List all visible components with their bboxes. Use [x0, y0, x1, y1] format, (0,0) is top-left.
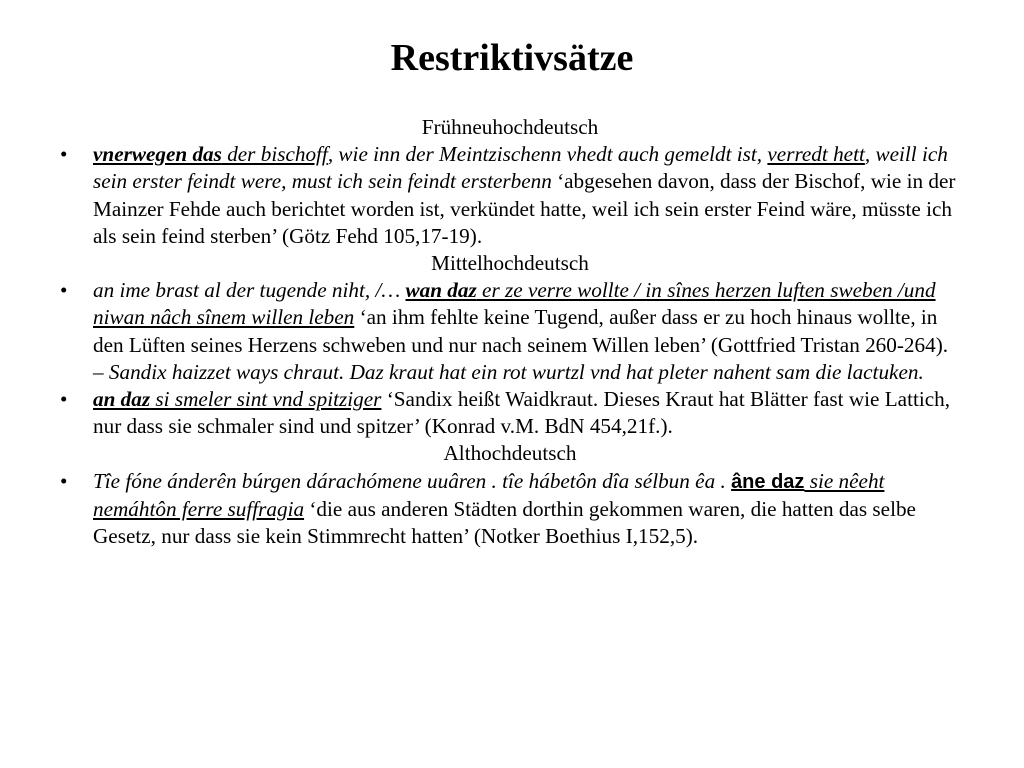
section-heading-fnhd: Frühneuhochdeutsch: [421, 115, 599, 139]
list-item: [60, 277, 960, 386]
example-text: an ime brast al der tugende niht, /…: [93, 278, 406, 303]
example-text: Tîe fóne ánderên búrgen dárachómene uuâren . tîe hábetôn dîa sélbun êa .: [93, 468, 732, 493]
example-text: , wie inn der Meintzischenn vhedt auch gemeldt ist,: [327, 142, 768, 167]
translation-text: ‘Sandix heißt Waidkraut. Dieses Kraut hat Blätter fast wie Lattich, nur dass sie schmaler sind und spitzer’ (Konrad v.M. BdN 454,21f.).: [93, 387, 951, 439]
example-text: Sandix haizzet ways chraut. Daz kraut hat ein rot wurtzl vnd hat pleter nahent sam die lactuken.: [108, 359, 924, 384]
slide-content: [60, 114, 960, 550]
slide-title: Restriktivsätze: [390, 37, 634, 79]
translation-text: ‘an ihm fehlte keine Tugend, außer dass er zu hoch hinaus wollte, in den Lüften seines Herzens schweben und nur nach seinem Willen leben’ (Gottfried Tristan 260-264). –: [93, 305, 949, 384]
key-phrase: wan daz: [405, 278, 477, 303]
key-phrase: vnerwegen das: [93, 142, 222, 167]
example-text: er ze verre wollte / in sînes herzen luften sweben /und niwan nâch sînem willen leben: [93, 278, 936, 330]
bullet: •: [60, 468, 68, 493]
example-text: verredt hett: [767, 142, 865, 167]
example-text: , weill ich sein erster feindt were, must ich sein feindt ersterbenn: [93, 142, 948, 194]
example-text: sie nêeht nemáhtôn ferre suffragia: [93, 468, 885, 521]
key-phrase: an daz: [93, 387, 151, 412]
bullet: •: [60, 387, 68, 412]
list-item: [60, 468, 960, 551]
list-item: [60, 141, 960, 250]
key-phrase: âne daz: [731, 470, 805, 493]
section-heading-ahd: Althochdeutsch: [443, 441, 577, 466]
translation-text: ‘abgesehen davon, dass der Bischof, wie in der Mainzer Fehde auch berichtet worden ist, verkündet hatte, weil ich sein erster Feind wäre, müsste ich als sein feind sterben’ (Götz Fehd 105,17-19).: [93, 169, 956, 248]
bullet: •: [60, 278, 68, 303]
list-item: [60, 386, 960, 440]
example-text: si smeler sint vnd spitziger: [150, 387, 382, 412]
example-text: der bischoff: [221, 142, 328, 167]
section-heading-mhd: Mittelhochdeutsch: [431, 251, 589, 276]
translation-text: ‘die aus anderen Städten dorthin gekommen waren, die hatten das selbe Gesetz, nur dass sie kein Stimmrecht hatten’ (Notker Boethius I,152,5).: [93, 496, 916, 549]
bullet: •: [60, 142, 68, 167]
